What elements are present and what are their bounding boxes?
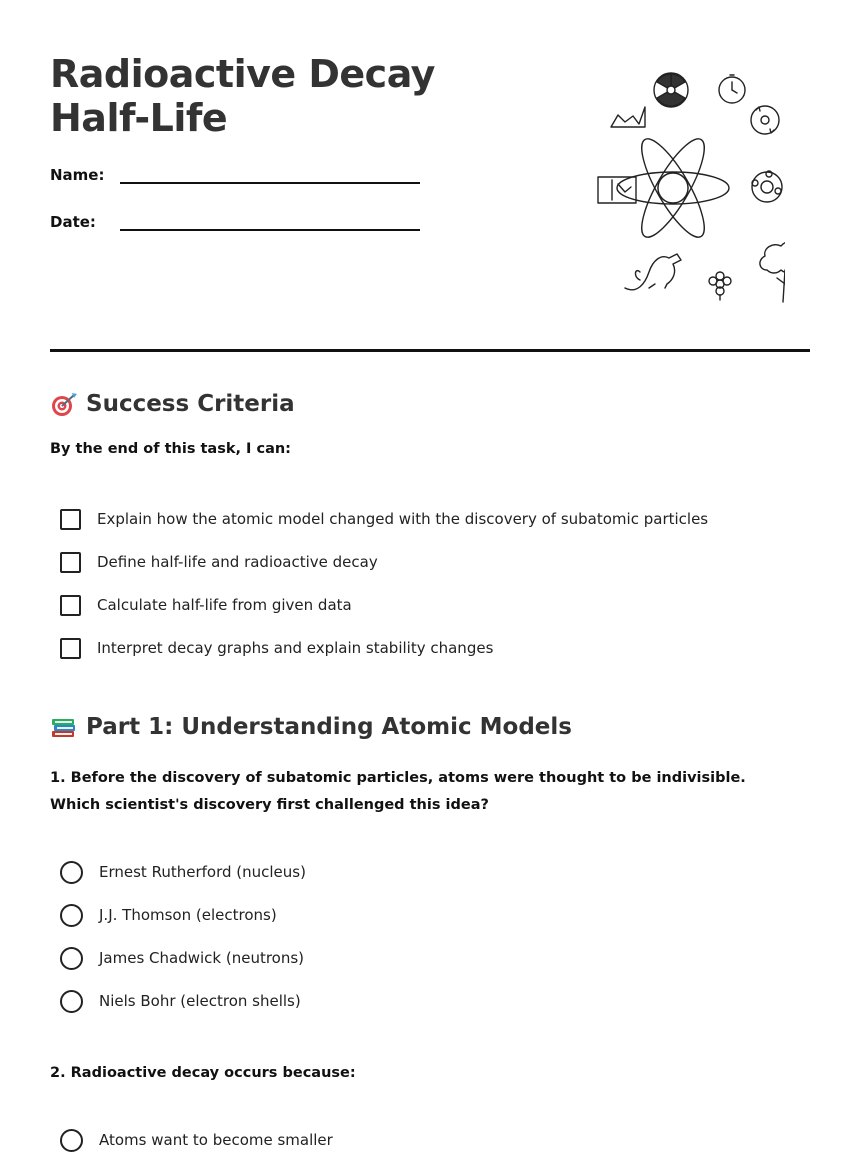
criteria-item[interactable] bbox=[60, 549, 378, 575]
question-1-text: 1. Before the discovery of subatomic particles, atoms were thought to be indivisible. Which scientist's discovery first challenged this idea? bbox=[50, 770, 746, 813]
criteria-item[interactable] bbox=[60, 506, 708, 532]
science-illustration bbox=[545, 62, 785, 312]
worksheet-page bbox=[50, 0, 810, 1161]
criteria-checkbox[interactable] bbox=[60, 595, 81, 616]
date-line[interactable] bbox=[120, 229, 420, 231]
date-label: Date: bbox=[50, 213, 96, 231]
success-criteria-intro: By the end of this task, I can: bbox=[50, 441, 291, 457]
page-title: Radioactive Decay Half-Life bbox=[50, 52, 435, 140]
q1-option-label: Ernest Rutherford (nucleus) bbox=[99, 863, 306, 881]
header-divider bbox=[50, 349, 810, 352]
atom-icon bbox=[617, 132, 729, 245]
success-criteria-title: Success Criteria bbox=[86, 391, 295, 417]
criteria-item[interactable] bbox=[60, 592, 352, 618]
molecule-ring-icon bbox=[752, 171, 782, 202]
name-label: Name: bbox=[50, 166, 105, 184]
date-field[interactable] bbox=[50, 213, 430, 243]
q2-option[interactable] bbox=[60, 1127, 333, 1153]
q1-radio[interactable] bbox=[60, 904, 83, 927]
q1-radio[interactable] bbox=[60, 990, 83, 1013]
criteria-label: Calculate half-life from given data bbox=[97, 596, 352, 614]
q1-option-label: J.J. Thomson (electrons) bbox=[99, 906, 277, 924]
kangaroo-icon bbox=[625, 254, 681, 290]
q2-radio[interactable] bbox=[60, 1129, 83, 1152]
q1-option-label: James Chadwick (neutrons) bbox=[99, 949, 305, 967]
q2-option-label: Atoms want to become smaller bbox=[99, 1131, 333, 1149]
radiation-symbol-icon bbox=[654, 73, 688, 107]
criteria-checkbox[interactable] bbox=[60, 638, 81, 659]
criteria-label: Explain how the atomic model changed with the discovery of subatomic particles bbox=[97, 510, 709, 528]
cycle-arrows-icon bbox=[751, 106, 779, 134]
target-icon bbox=[50, 390, 78, 418]
criteria-checkbox[interactable] bbox=[60, 509, 81, 530]
q1-option[interactable] bbox=[60, 945, 304, 971]
part1-heading bbox=[50, 713, 572, 741]
criteria-label: Define half-life and radioactive decay bbox=[97, 553, 378, 571]
line-graph-icon bbox=[611, 107, 645, 127]
stopwatch-icon bbox=[719, 75, 745, 103]
criteria-label: Interpret decay graphs and explain stability changes bbox=[97, 639, 494, 657]
q1-radio[interactable] bbox=[60, 861, 83, 884]
criteria-checkbox[interactable] bbox=[60, 552, 81, 573]
q1-radio[interactable] bbox=[60, 947, 83, 970]
q1-option[interactable] bbox=[60, 902, 277, 928]
criteria-item[interactable] bbox=[60, 635, 493, 661]
flower-icon bbox=[709, 272, 731, 300]
name-field[interactable] bbox=[50, 166, 430, 196]
tree-icon bbox=[760, 242, 785, 302]
question-2-text: 2. Radioactive decay occurs because: bbox=[50, 1065, 356, 1081]
q1-option-label: Niels Bohr (electron shells) bbox=[99, 992, 301, 1010]
books-icon bbox=[50, 713, 78, 741]
success-criteria-heading bbox=[50, 390, 295, 418]
name-line[interactable] bbox=[120, 182, 420, 184]
q1-option[interactable] bbox=[60, 988, 301, 1014]
part1-title: Part 1: Understanding Atomic Models bbox=[86, 714, 572, 740]
q1-option[interactable] bbox=[60, 859, 306, 885]
